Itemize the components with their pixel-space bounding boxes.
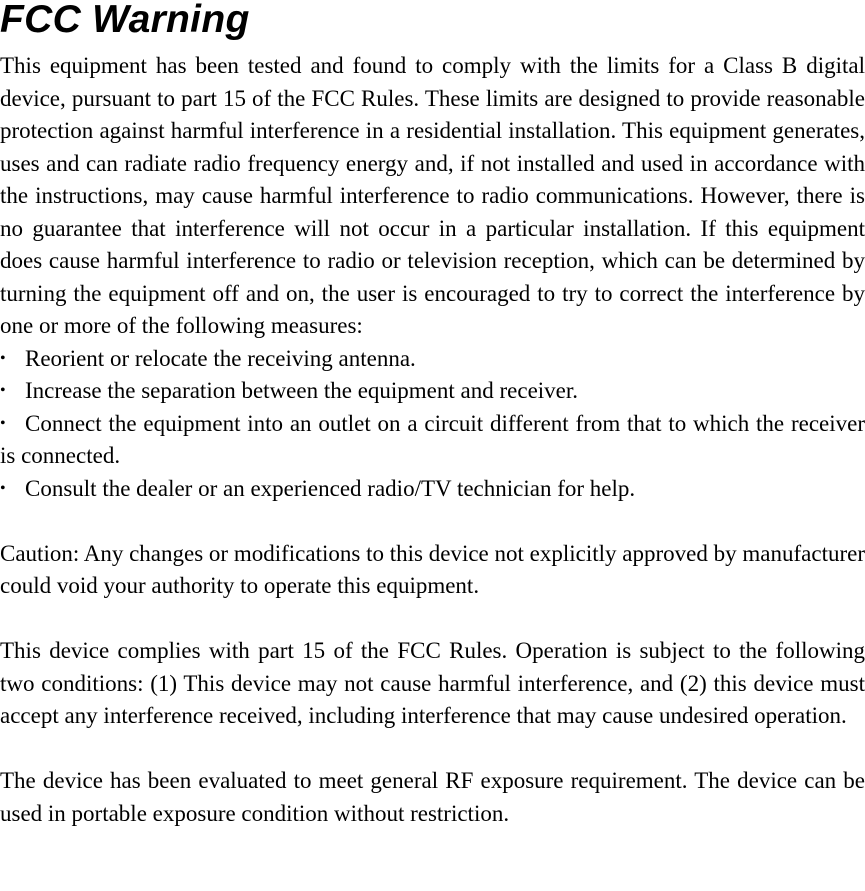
measure-text: Reorient or relocate the receiving antenna. [25,345,416,371]
measure-item [0,343,865,376]
paragraph-spacer [0,505,865,538]
caution-paragraph: Caution: Any changes or modifications to this device not explicitly approved by manufacturer could void your authority to operate this equipment. [0,540,865,598]
paragraph-spacer [0,603,865,636]
page-title: FCC Warning [0,0,250,41]
measure-text: Increase the separation between the equipment and receiver. [25,378,579,403]
rf-exposure-paragraph: The device has been evaluated to meet general RF exposure requirement. The device can be used in portable exposure condition without restriction. [0,768,865,826]
measure-text: Consult the dealer or an experienced radio/TV technician for help. [25,475,636,501]
document-body [0,50,865,830]
measure-text: Connect the equipment into an outlet on a circuit different from that to which the receiver is connected. [0,410,865,468]
bullet-icon: • [0,349,6,367]
compliance-paragraph: This device complies with part 15 of the FCC Rules. Operation is subject to the following two conditions: (1) This device may not cause harmful interference, and (2) this device must accept any interference received, including interference that may cause undesired operation. [0,638,865,728]
measure-item [0,408,865,473]
paragraph-spacer [0,733,865,766]
bullet-icon: • [0,414,6,432]
bullet-icon: • [0,382,6,399]
measure-item [0,473,865,506]
bullet-icon: • [0,479,6,497]
intro-paragraph: This equipment has been tested and found to comply with the limits for a Class B digital device, pursuant to part 15 of the FCC Rules. These limits are designed to provide reasonable protection against harmful interference in a residential installation. This equipment generates, uses and can radiate radio frequency energy and, if not installed and used in accordance with the instructions, may cause harmful interference to radio communications. However, there is no guarantee that interference will not occur in a particular installation. If this equipment does cause harmful interference to radio or television reception, which can be determined by turning the equipment off and on, the user is encouraged to try to correct the interference by one or more of the following measures: [0,53,865,338]
measure-item [0,375,865,408]
